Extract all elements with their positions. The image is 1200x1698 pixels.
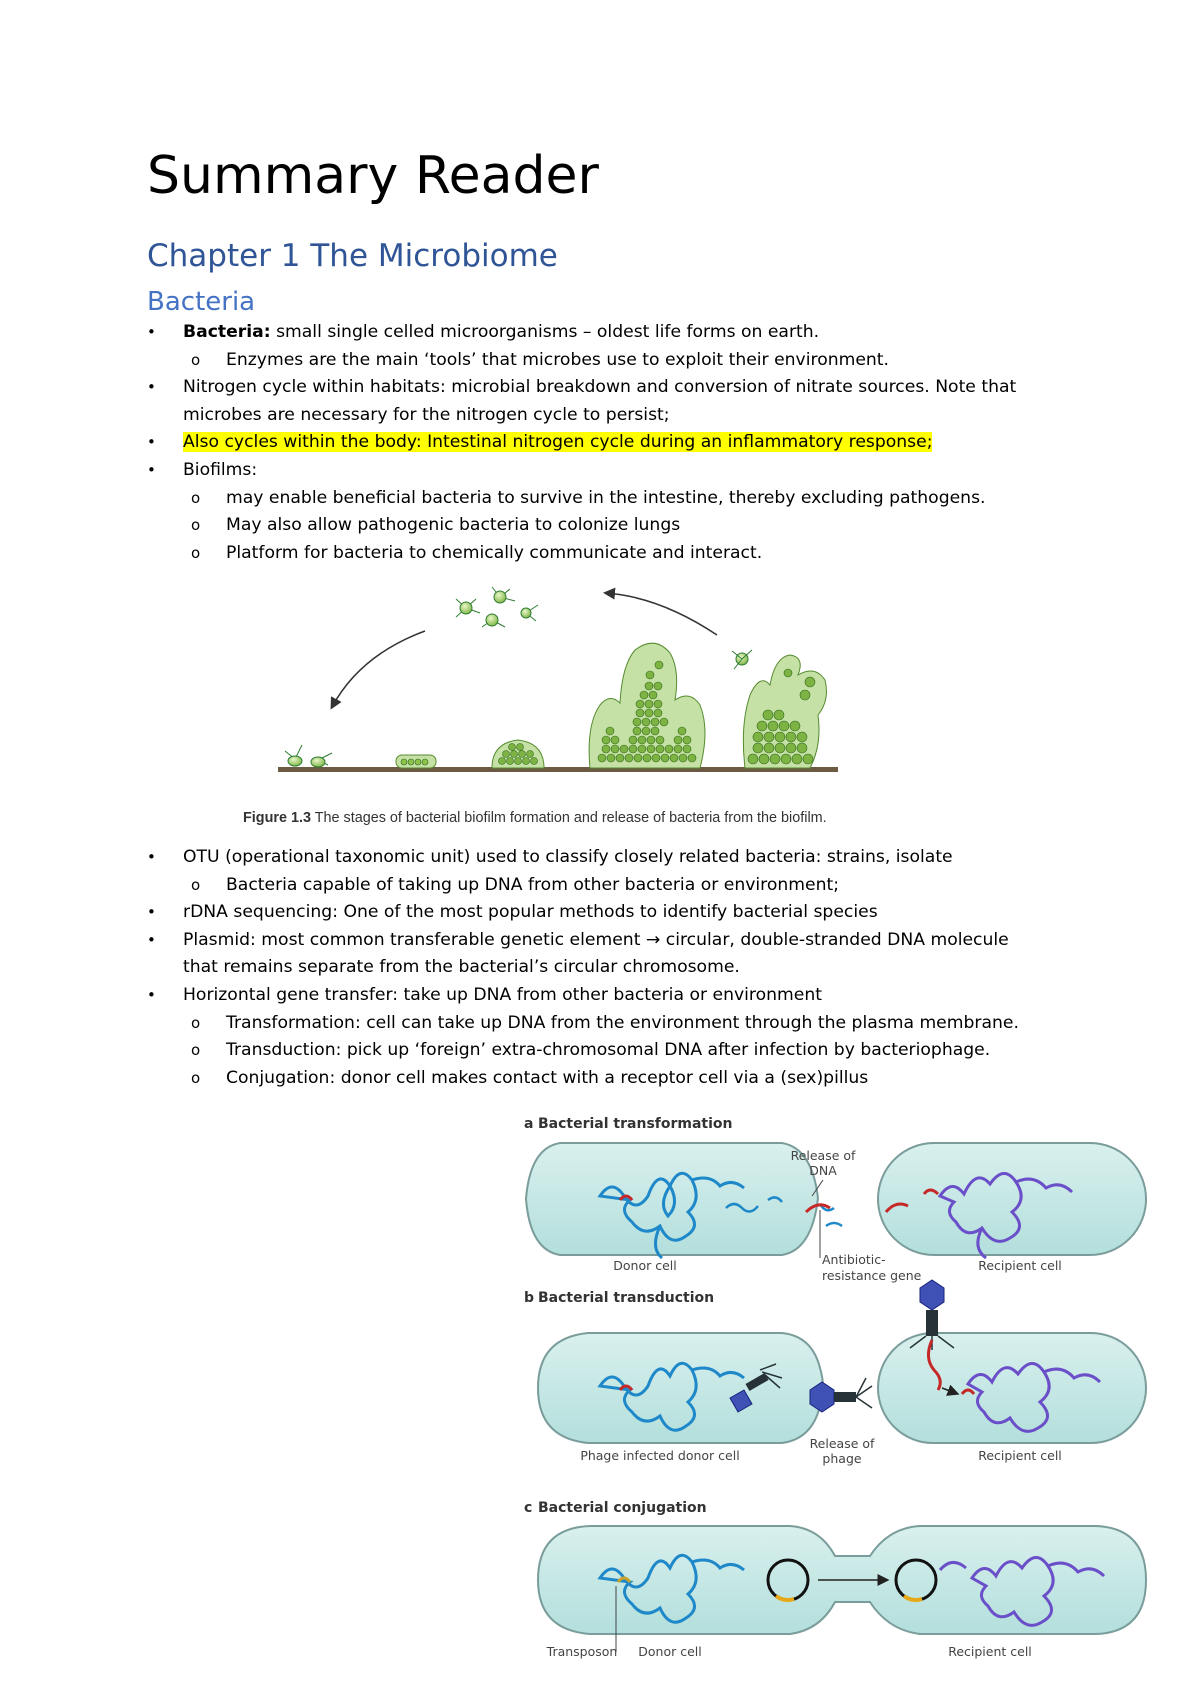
bullet-marker: • [147, 986, 156, 1004]
list-text: Horizontal gene transfer: take up DNA from other bacteria or environment [183, 985, 822, 1005]
list-item [183, 954, 740, 980]
bullet-marker: • [147, 461, 156, 479]
recipient-cell-label-b: Recipient cell [978, 1448, 1062, 1463]
list-item [183, 402, 670, 428]
sub-list-item [226, 347, 889, 373]
bullet-marker: • [147, 903, 156, 922]
bullet-marker: • [147, 433, 156, 452]
list-item [183, 429, 932, 455]
sub-list-item [226, 1037, 990, 1063]
sub-list-item [226, 540, 762, 566]
list-item [183, 899, 878, 925]
sub-list-item [226, 512, 680, 538]
panel-c-title: Bacterial conjugation [538, 1500, 707, 1516]
list-text: Plasmid: most common transferable genetic element → circular, double-stranded DNA molecule [183, 929, 1009, 950]
bullet-marker: • [147, 378, 156, 397]
gene-transfer-figure [520, 1108, 1160, 1673]
sub-bullet-marker: o [191, 1013, 201, 1032]
gene-label-1: Antibiotic- [822, 1252, 886, 1267]
list-text: May also allow pathogenic bacteria to colonize lungs [226, 515, 681, 536]
release-dna-label-2: DNA [809, 1163, 837, 1178]
list-text: OTU (operational taxonomic unit) used to classify closely related bacteria: strains, isolate [183, 847, 953, 867]
donor-cell-label-c: Donor cell [638, 1644, 702, 1659]
list-item [183, 982, 822, 1008]
sub-bullet-marker: o [191, 543, 201, 562]
stage-mature-biofilm [589, 643, 705, 768]
page-title: Summary Reader [147, 146, 599, 206]
sub-bullet-marker: o [191, 875, 201, 894]
transposon-label: Transposon [546, 1644, 618, 1659]
list-item [183, 844, 953, 870]
panel-b-title: Bacterial transduction [538, 1290, 715, 1306]
release-phage-label-1: Release of [809, 1436, 875, 1451]
release-phage-label-2: phage [822, 1451, 862, 1466]
stage-early-biofilm [492, 740, 544, 768]
list-text: Bacteria capable of taking up DNA from other bacteria or environment; [226, 874, 840, 895]
recipient-cell-label-a: Recipient cell [978, 1258, 1062, 1273]
panel-transformation [524, 1116, 1146, 1283]
list-text: small single celled microorganisms – oldest life forms on earth. [270, 322, 820, 342]
chapter-heading: Chapter 1 The Microbiome [147, 238, 558, 274]
list-text: Conjugation: donor cell makes contact with a receptor cell via a (sex)pillus [226, 1067, 869, 1088]
stage-dispersion [743, 655, 826, 768]
list-text: that remains separate from the bacterial’s circular chromosome. [183, 957, 740, 978]
donor-cell-label-b: Phage infected donor cell [580, 1448, 740, 1463]
sub-list-item [226, 1065, 868, 1091]
sub-bullet-marker: o [191, 1068, 201, 1087]
bold-term: Bacteria: [183, 322, 271, 342]
sub-list-item [226, 872, 839, 898]
list-item [183, 374, 1016, 400]
sub-bullet-marker: o [191, 516, 201, 535]
sub-bullet-marker: o [191, 1041, 201, 1060]
list-text: Also cycles within the body: Intestinal nitrogen cycle during an inflammatory response; [183, 432, 933, 453]
bullet-marker: • [147, 930, 156, 949]
recipient-cell-b [878, 1333, 1146, 1443]
panel-transduction [524, 1280, 1146, 1466]
planktonic-bacteria [456, 587, 752, 669]
arrow-release [606, 593, 717, 635]
list-item [183, 319, 819, 345]
bullet-marker: • [147, 848, 156, 866]
bullet-marker: • [147, 323, 156, 341]
sub-list-item [226, 1010, 1019, 1036]
biofilm-figure [270, 575, 850, 790]
list-text: rDNA sequencing: One of the most popular methods to identify bacterial species [183, 902, 878, 923]
release-dna-label-1: Release of [790, 1148, 856, 1163]
list-text: Transformation: cell can take up DNA from the environment through the plasma membrane. [226, 1012, 1019, 1033]
caption-label: Figure 1.3 [243, 810, 311, 826]
list-item [183, 457, 257, 483]
list-text: microbes are necessary for the nitrogen cycle to persist; [183, 404, 670, 425]
panel-c-letter: c [524, 1500, 533, 1516]
list-text: Platform for bacteria to chemically communicate and interact. [226, 542, 763, 563]
list-text: Biofilms: [183, 460, 258, 480]
sub-bullet-marker: o [191, 350, 201, 369]
stage-microcolony [396, 755, 436, 768]
sub-bullet-marker: o [191, 488, 201, 507]
panel-conjugation [524, 1500, 1146, 1659]
section-heading: Bacteria [147, 287, 256, 317]
gene-label-2: resistance gene [822, 1268, 922, 1283]
figure-caption [243, 808, 827, 828]
panel-a-title: Bacterial transformation [538, 1116, 733, 1132]
sub-list-item [226, 485, 986, 511]
list-text: may enable beneficial bacteria to survive in the intestine, thereby excluding pathogens. [226, 487, 986, 508]
panel-a-letter: a [524, 1116, 534, 1132]
donor-cell-label-a: Donor cell [613, 1258, 677, 1273]
list-text: Nitrogen cycle within habitats: microbial breakdown and conversion of nitrate sources. Note that [183, 377, 1017, 398]
stage-attachment [285, 745, 332, 767]
list-item [183, 927, 1009, 953]
list-text: Transduction: pick up ‘foreign’ extra-chromosomal DNA after infection by bacteriophage. [226, 1040, 991, 1061]
panel-b-letter: b [524, 1290, 535, 1306]
recipient-cell-label-c: Recipient cell [948, 1644, 1032, 1659]
list-text: Enzymes are the main ‘tools’ that microbes use to exploit their environment. [226, 349, 890, 370]
arrow-attachment [332, 631, 425, 707]
caption-text: The stages of bacterial biofilm formation and release of bacteria from the biofilm. [310, 810, 827, 826]
donor-cell-b [538, 1333, 823, 1443]
